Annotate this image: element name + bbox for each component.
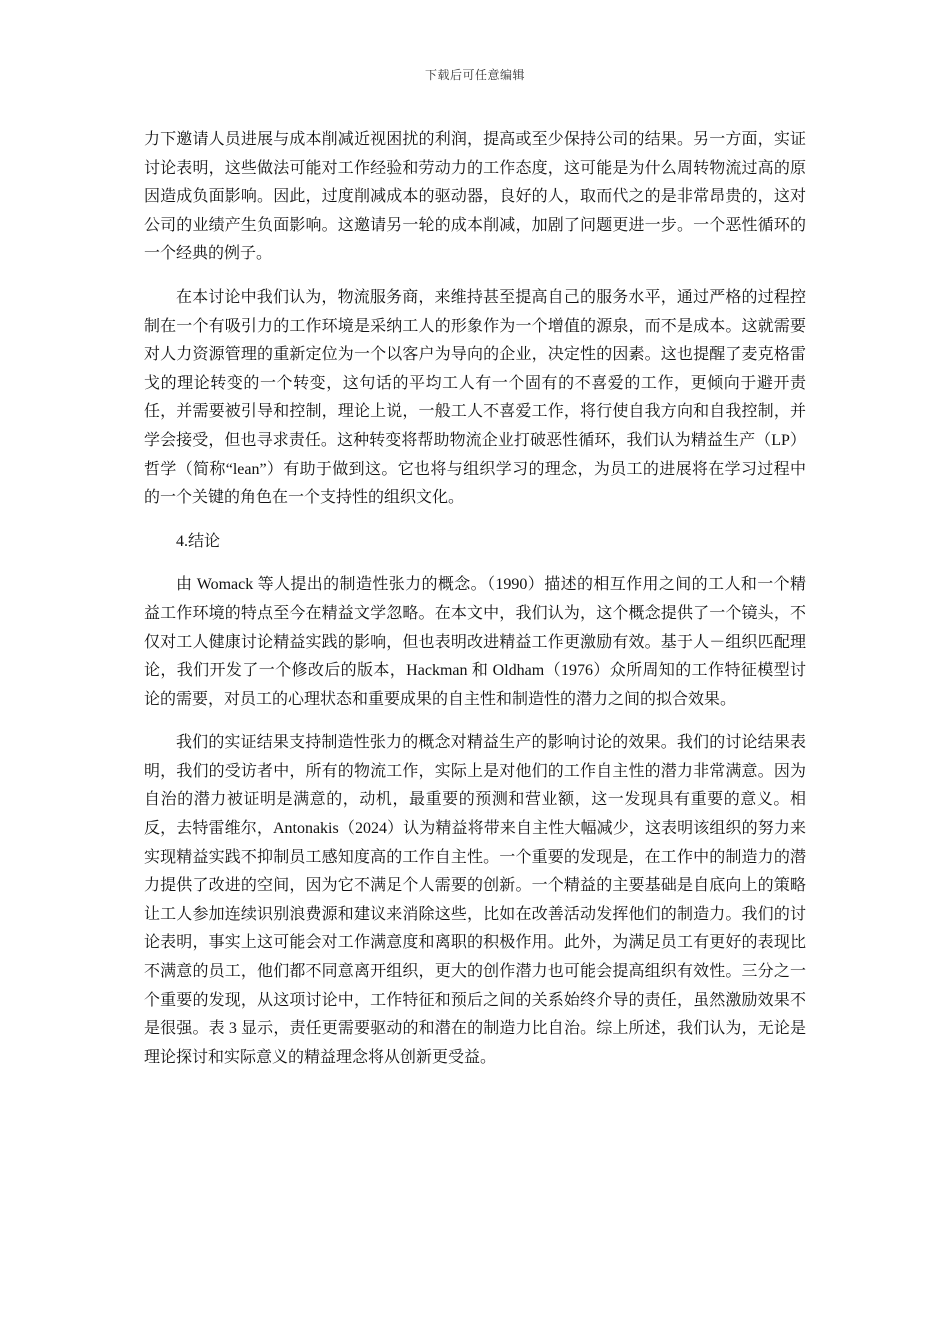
page-header: 下载后可任意编辑	[424, 68, 525, 82]
paragraph-4: 我们的实证结果支持制造性张力的概念对精益生产的影响讨论的效果。我们的讨论结果表明，我们的受访者中，所有的物流工作，实际上是对他们的工作自主性的潜力非常满意。因为自治的潜力被证明是满意的，动机，最重要的预测和营业额，这一发现具有重要的意义。相反，去特雷维尔，Antonakis（2024）认为精益将带来自主性大幅减少，这表明该组织的努力来实现精益实践不抑制员工感知度高的工作自主性。一个重要的发现是，在工作中的制造力的潜力提供了改进的空间，因为它不满足个人需要的创新。一个精益的主要基础是自底向上的策略让工人参加连续识别浪费源和建议来消除这些，比如在改善活动发挥他们的制造力。我们的讨论表明，事实上这可能会对工作满意度和离职的积极作用。此外，为满足员工有更好的表现比不满意的员工，他们都不同意离开组织，更大的创作潜力也可能会提高组织有效性。三分之一个重要的发现，从这项讨论中，工作特征和预后之间的关系始终介导的责任，虽然激励效果不是很强。表 3 显示，责任更需要驱动的和潜在的制造力比自治。综上所述，我们认为，无论是理论探讨和实际意义的精益理念将从创新更受益。	[144, 734, 806, 1066]
document-body	[144, 126, 806, 1087]
paragraph-2: 在本讨论中我们认为，物流服务商，来维持甚至提高自己的服务水平，通过严格的过程控制在一个有吸引力的工作环境是采纳工人的形象作为一个增值的源泉，而不是成本。这就需要对人力资源管理的重新定位为一个以客户为导向的企业，决定性的因素。这也提醒了麦克格雷戈的理论转变的一个转变，这句话的平均工人有一个固有的不喜爱的工作，更倾向于避开责任，并需要被引导和控制，理论上说，一般工人不喜爱工作，将行使自我方向和自我控制，并学会接受，但也寻求责任。这种转变将帮助物流企业打破恶性循环，我们认为精益生产（LP）哲学（简称“lean”）有助于做到这。它也将与组织学习的理念，为员工的进展将在学习过程中的一个关键的角色在一个支持性的组织文化。	[144, 288, 806, 507]
section-heading-conclusion: 4.结论	[176, 532, 221, 550]
paragraph-3: 由 Womack 等人提出的制造性张力的概念。（1990）描述的相互作用之间的工人和一个精益工作环境的特点至今在精益文学忽略。在本文中，我们认为，这个概念提供了一个镜头，不仅对工人健康讨论精益实践的影响，但也表明改进精益工作更激励有效。基于人－组织匹配理论，我们开发了一个修改后的版本，Hackman 和 Oldham（1976）众所周知的工作特征模型讨论的需要，对员工的心理状态和重要成果的自主性和制造性的潜力之间的拟合效果。	[144, 576, 806, 708]
paragraph-1: 力下邀请人员进展与成本削减近视困扰的利润，提高或至少保持公司的结果。另一方面，实证讨论表明，这些做法可能对工作经验和劳动力的工作态度，这可能是为什么周转物流过高的原因造成负面影响。因此，过度削减成本的驱动器，良好的人，取而代之的是非常昂贵的，这对公司的业绩产生负面影响。这邀请另一轮的成本削减，加剧了问题更进一步。一个恶性循环的一个经典的例子。	[144, 131, 806, 263]
